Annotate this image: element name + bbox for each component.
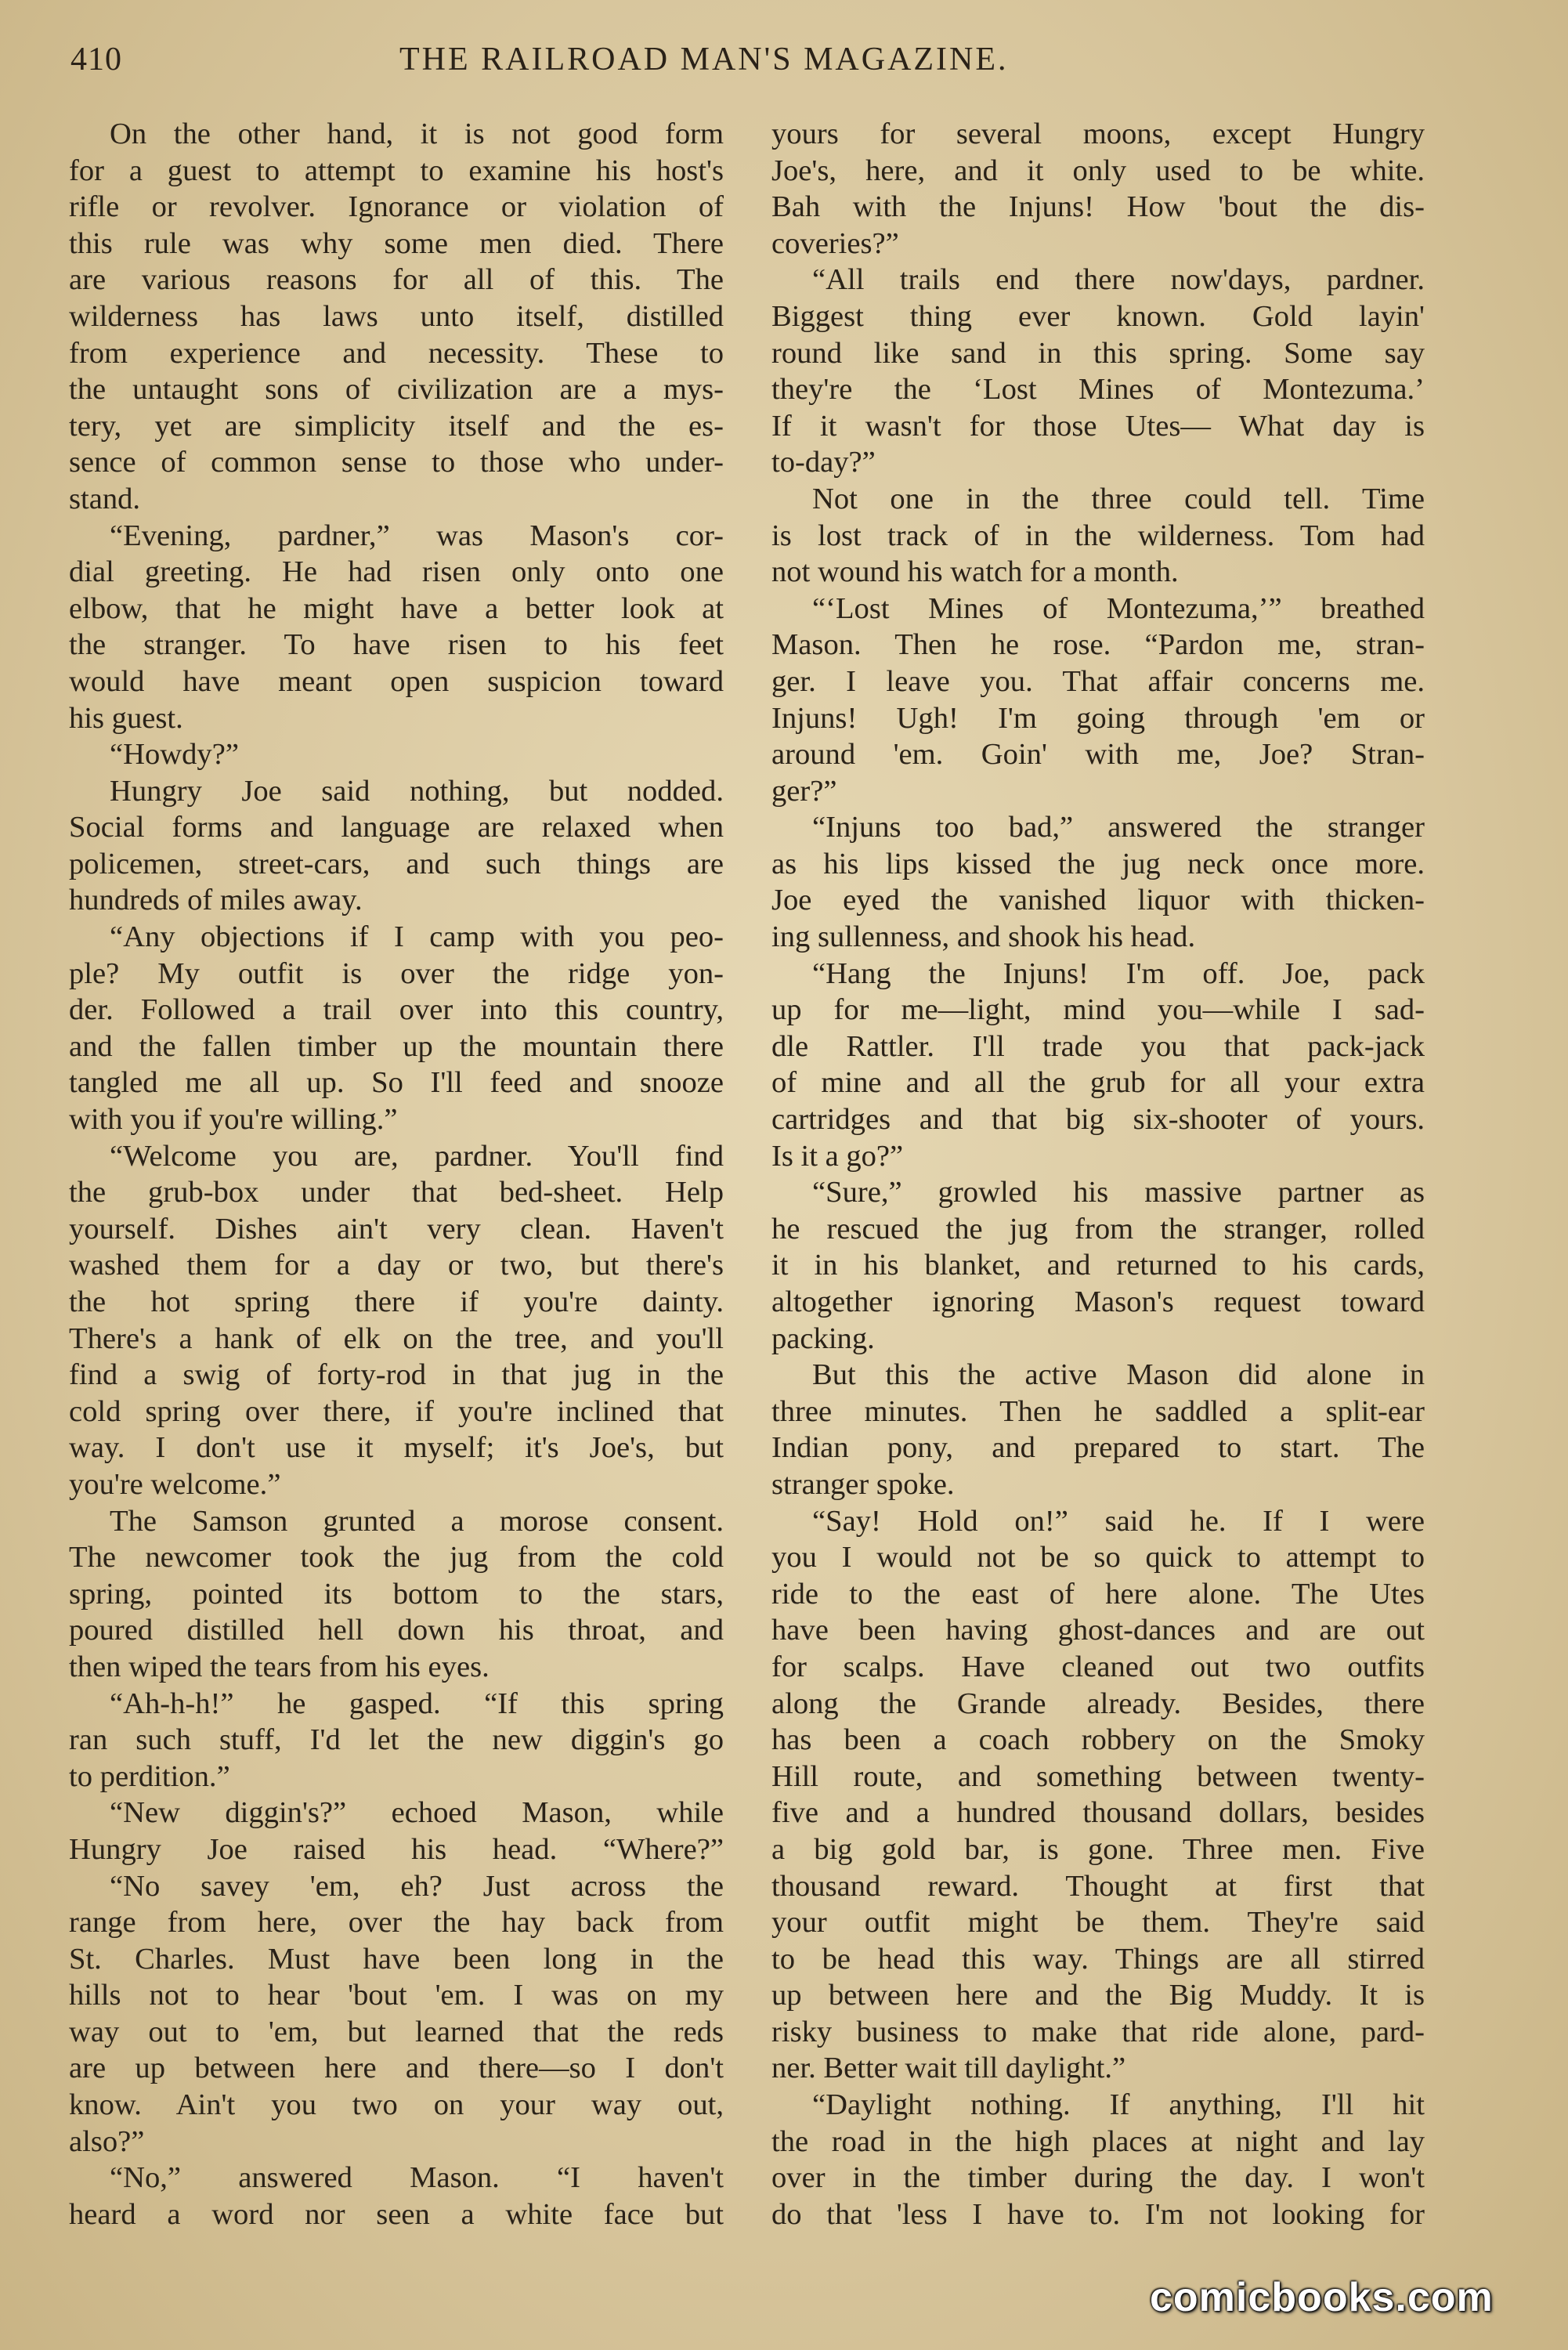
text-line: also?” [69,2124,145,2158]
text-line: way. I don't use it myself; it's Joe's, but [69,1431,724,1465]
text-line: coveries?” [771,226,899,260]
text-line: along the Grande already. Besides, there [771,1687,1425,1720]
text-line: yours for several moons, except Hungry [771,118,1425,150]
text-line: the untaught sons of civilization are a mys- [69,373,724,407]
text-line: as his lips kissed the jug neck once more. [771,847,1425,880]
text-line: washed them for a day or two, but there's [69,1249,724,1282]
text-line: have been having ghost-dances and are out [771,1614,1425,1647]
text-line: up between here and the Big Muddy. It is [771,1979,1425,2012]
text-line: hills not to hear 'bout 'em. I was on my [69,1979,724,2012]
text-line: stand. [69,482,141,515]
text-line: But this the active Mason did alone in [812,1358,1425,1392]
text-line: sence of common sense to those who under- [69,446,724,479]
text-line: packing. [771,1321,875,1355]
text-line: Social forms and language are relaxed when [69,811,724,844]
text-line: ger?” [771,774,837,808]
text-line: “All trails end there now'days, pardner. [812,263,1425,297]
text-line: Bah with the Injuns! How 'bout the dis- [771,190,1425,224]
text-line: policemen, street-cars, and such things are [69,847,724,880]
text-line: “Sure,” growled his massive partner as [812,1176,1425,1209]
text-line: rifle or revolver. Ignorance or violation of [69,190,724,224]
text-line: “No savey 'em, eh? Just across the [110,1869,724,1903]
text-line: the stranger. To have risen to his feet [69,628,724,662]
text-line: three minutes. Then he saddled a split-ear [771,1394,1425,1428]
text-line: the grub-box under that bed-sheet. Help [69,1176,724,1209]
text-line: altogether ignoring Mason's request toward [771,1285,1425,1318]
text-line: of mine and all the grub for all your extra [771,1066,1425,1100]
text-line: are various reasons for all of this. The [69,263,724,297]
text-line: spring, pointed its bottom to the stars, [69,1577,724,1611]
text-line: Injuns! Ugh! I'm going through 'em or [771,701,1425,735]
text-line: poured distilled hell down his throat, and [69,1614,724,1647]
text-line: Is it a go?” [771,1139,904,1173]
text-line: der. Followed a trail over into this country, [69,993,724,1027]
text-line: St. Charles. Must have been long in the [69,1942,724,1976]
text-line: tery, yet are simplicity itself and the es- [69,409,724,443]
page-number: 410 [70,42,122,78]
page-header [70,41,1496,96]
text-line: they're the ‘Lost Mines of Montezuma.’ [771,373,1425,407]
text-line: The Samson grunted a morose consent. [110,1504,724,1538]
text-line: are up between here and there—so I don't [69,2052,724,2085]
text-line: Hungry Joe said nothing, but nodded. [110,774,724,808]
text-line: ing sullenness, and shook his head. [771,920,1196,954]
text-line: “Say! Hold on!” said he. If I were [812,1504,1425,1538]
text-line: do that 'less I have to. I'm not looking for [771,2197,1425,2231]
text-line: and the fallen timber up the mountain there [69,1029,724,1063]
left-text-column [69,116,724,2232]
text-line: hundreds of miles away. [69,884,363,917]
text-line: Hungry Joe raised his head. “Where?” [69,1832,724,1866]
text-line: to-day?” [771,446,876,479]
text-line: ner. Better wait till daylight.” [771,2052,1126,2085]
text-line: wilderness has laws unto itself, distilled [69,299,724,333]
text-line: his guest. [69,701,183,735]
text-line: it in his blanket, and returned to his cards, [771,1249,1425,1282]
text-line: yourself. Dishes ain't very clean. Haven't [69,1212,724,1246]
text-line: “Howdy?” [110,738,239,772]
text-line: Hill route, and something between twenty- [771,1759,1425,1793]
text-line: thousand reward. Thought at first that [771,1869,1425,1903]
text-line: “New diggin's?” echoed Mason, while [110,1796,724,1830]
text-line: “Hang the Injuns! I'm off. Joe, pack [812,956,1425,990]
text-line: to be head this way. Things are all stirred [771,1942,1425,1976]
text-line: heard a word nor seen a white face but [69,2197,724,2231]
text-line: the road in the high places at night and lay [771,2124,1425,2158]
text-line: ple? My outfit is over the ridge yon- [69,956,724,990]
text-line: Joe eyed the vanished liquor with thicken- [771,884,1425,917]
watermark-text: comicbooks.com [1150,2275,1494,2320]
right-text-column [771,116,1425,2232]
text-line: is lost track of in the wilderness. Tom had [771,519,1425,552]
text-line: up for me—light, mind you—while I sad- [771,993,1425,1027]
text-line: would have meant open suspicion toward [69,664,724,698]
text-line: Joe's, here, and it only used to be white. [771,154,1425,187]
text-line: you I would not be so quick to attempt to [771,1541,1425,1574]
running-head: THE RAILROAD MAN'S MAGAZINE. [399,42,1009,78]
text-line: then wiped the tears from his eyes. [69,1650,490,1683]
text-line: tangled me all up. So I'll feed and snooze [69,1066,724,1100]
text-line: ride to the east of here alone. The Utes [771,1577,1425,1611]
text-line: If it wasn't for those Utes— What day is [771,409,1425,443]
text-line: for scalps. Have cleaned out two outfits [771,1650,1425,1683]
text-line: this rule was why some men died. There [69,226,724,260]
text-line: “Injuns too bad,” answered the stranger [812,811,1425,844]
text-line: Mason. Then he rose. “Pardon me, stran- [771,628,1425,662]
text-line: he rescued the jug from the stranger, rolled [771,1212,1425,1246]
text-line: stranger spoke. [771,1467,955,1501]
text-line: “‘Lost Mines of Montezuma,’” breathed [812,591,1425,625]
text-line: with you if you're willing.” [69,1103,398,1137]
text-line: Indian pony, and prepared to start. The [771,1431,1425,1465]
text-line: cartridges and that big six-shooter of yours. [771,1103,1425,1137]
text-line: around 'em. Goin' with me, Joe? Stran- [771,738,1425,772]
text-line: elbow, that he might have a better look at [69,591,724,625]
text-line: you're welcome.” [69,1467,281,1501]
text-line: Not one in the three could tell. Time [812,482,1425,515]
text-line: “Daylight nothing. If anything, I'll hit [812,2088,1425,2122]
text-line: has been a coach robbery on the Smoky [771,1723,1425,1757]
text-line: way out to 'em, but learned that the reds [69,2015,724,2048]
text-line: the hot spring there if you're dainty. [69,1285,724,1318]
text-line: ran such stuff, I'd let the new diggin's go [69,1723,724,1757]
text-line: Biggest thing ever known. Gold layin' [771,299,1425,333]
text-line: round like sand in this spring. Some say [771,336,1425,370]
text-line: On the other hand, it is not good form [110,118,724,150]
text-line: a big gold bar, is gone. Three men. Five [771,1832,1425,1866]
text-line: from experience and necessity. These to [69,336,724,370]
text-line: not wound his watch for a month. [771,555,1179,589]
text-line: dial greeting. He had risen only onto one [69,555,724,589]
text-line: “Any objections if I camp with you peo- [110,920,724,954]
text-line: over in the timber during the day. I won't [771,2161,1425,2195]
text-line: find a swig of forty-rod in that jug in the [69,1358,724,1392]
text-line: “No,” answered Mason. “I haven't [110,2161,724,2195]
text-line: There's a hank of elk on the tree, and you'll [69,1321,724,1355]
text-line: ger. I leave you. That affair concerns me. [771,664,1425,698]
text-line: know. Ain't you two on your way out, [69,2088,724,2122]
text-line: to perdition.” [69,1759,230,1793]
text-line: “Evening, pardner,” was Mason's cor- [110,519,724,552]
text-line: The newcomer took the jug from the cold [69,1541,724,1574]
text-line: “Ah-h-h!” he gasped. “If this spring [110,1687,724,1720]
text-line: your outfit might be them. They're said [771,1906,1425,1940]
text-line: for a guest to attempt to examine his host's [69,154,724,187]
text-line: risky business to make that ride alone, pard- [771,2015,1425,2048]
text-line: dle Rattler. I'll trade you that pack-jack [771,1029,1425,1063]
text-line: range from here, over the hay back from [69,1906,724,1940]
text-line: cold spring over there, if you're inclined that [69,1394,724,1428]
text-line: five and a hundred thousand dollars, besides [771,1796,1425,1830]
text-line: “Welcome you are, pardner. You'll find [110,1139,724,1173]
